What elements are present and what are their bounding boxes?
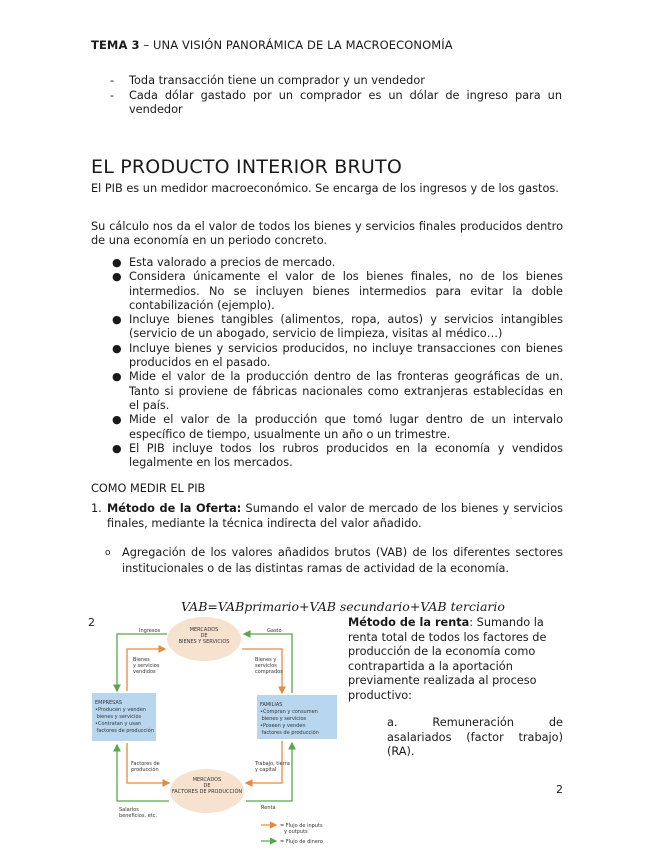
svg-text:MERCADOSDEFACTORES DE PRODUCCI: MERCADOS DE FACTORES DE PRODUCCIÓN: [171, 777, 243, 795]
como-medir-heading: COMO MEDIR EL PIB: [91, 482, 206, 495]
gasto-label: Gasto: [267, 628, 282, 634]
list-item: ● Considera únicamente el valor de los bienes finales, no de los bienes intermedios. No se incluyen bienes intermedios para evitar la doble contabilización (ejemplo).: [112, 270, 563, 312]
empresas-label: EMPRESAS: [95, 700, 122, 706]
paragraph-pib: El PIB es un medidor macroeconómico. Se encarga de los ingresos y de los gastos.: [91, 182, 559, 195]
left-number: 2: [88, 616, 95, 629]
circular-flow-diagram: [89, 615, 339, 847]
list-item: ● Mide el valor de la producción que tomó lugar dentro de un intervalo específico de tiempo, usualmente un año o un trimestre.: [112, 413, 563, 441]
renta-label: Renta: [261, 805, 276, 811]
ingresos-label: Ingresos: [139, 628, 161, 634]
list-item: - Toda transacción tiene un comprador y un vendedor: [110, 74, 425, 87]
familias-label: FAMILIAS: [260, 702, 283, 708]
legend-dinero: = Flujo de dinero: [280, 839, 323, 845]
list-item: ● Incluye bienes tangibles (alimentos, ropa, autos) y servicios intangibles (servicio de un abogado, servicio de limpieza, visitas al médico…): [112, 313, 563, 341]
method-renta: Método de la renta: Sumando la renta total de todos los factores de producción de la economía como contrapartida a la aportación previamente realizada al proceso productivo:: [348, 616, 547, 702]
method-renta-title: Método de la renta: [348, 616, 470, 629]
pib-bullets: [110, 256, 563, 470]
sub-vab: o Agregación de los valores añadidos brutos (VAB) de los diferentes sectores institucionales o de las distintas ramas de actividad de la economía.: [105, 546, 563, 575]
svg-text:= Flujo de inputsy outputs: = Flujo de inputs y outputs: [280, 823, 323, 835]
svg-text:Bienesy serviciosvendidos: Bienes y servicios vendidos: [133, 657, 160, 675]
salarios-label: Salarios: [119, 807, 139, 813]
svg-text:EMPRESAS•Producen y venden bie: EMPRESAS •Producen y venden bienes y servicios •Contratan y usan factores de producción: [95, 700, 154, 734]
legend-inputs: = Flujo de inputs: [280, 823, 323, 829]
paragraph-calculo: Su cálculo nos da el valor de todos los bienes y servicios finales producidos dentro de una economía en un periodo concreto.: [91, 220, 563, 247]
list-item: ● Incluye bienes y servicios producidos, no incluye transacciones con bienes producidos en el pasado.: [112, 341, 563, 370]
svg-text:Trabajo, tierray capital: Trabajo, tierra y capital: [255, 761, 290, 773]
bienes-vendidos-label: Bienes: [133, 657, 150, 663]
page-number: 2: [556, 783, 563, 796]
list-item: - Cada dólar gastado por un comprador es un dólar de ingreso para un vendedor: [110, 88, 562, 116]
intro-list: [110, 74, 562, 118]
bottom-market-label: MERCADOS: [192, 777, 222, 783]
bienes-comprados-label: Bienes y: [255, 657, 277, 663]
remuneracion-item: a. Remuneración de asalariados (factor trabajo) (RA).: [387, 716, 563, 758]
svg-text:Salariosbeneficios, etc.: Salarios beneficios, etc.: [119, 807, 158, 819]
trabajo-label: Trabajo, tierra: [255, 761, 290, 767]
section-title: EL PRODUCTO INTERIOR BRUTO: [91, 156, 402, 178]
factores-label: Factores de: [131, 761, 160, 767]
page-header: [91, 38, 453, 52]
method-oferta-title: Método de la Oferta:: [107, 502, 242, 515]
method-oferta: 1. Método de la Oferta: Sumando el valor de mercado de los bienes y servicios finales, mediante la técnica indirecta del valor añadido.: [91, 502, 563, 530]
vab-formula: VAB=VABprimario+VAB secundario+VAB terciario: [181, 599, 505, 614]
top-market-label: MERCADOS: [189, 627, 219, 633]
header-tema: TEMA 3: [91, 38, 140, 52]
svg-text:MERCADOSDEBIENES Y SERVICIOS: MERCADOS DE BIENES Y SERVICIOS: [178, 627, 230, 645]
svg-text:Bienes yservicioscomprados: Bienes y servicios comprados: [255, 657, 283, 675]
header-subtitle: – UNA VISIÓN PANORÁMICA DE LA MACROECONOMÍA: [139, 38, 453, 52]
svg-text:FAMILIAS•Compran y consumen bi: FAMILIAS •Compran y consumen bienes y servicios •Poseen y venden factores de producción: [260, 702, 319, 736]
svg-text:Factores deproducción: Factores de producción: [131, 761, 160, 773]
list-item: ● Mide el valor de la producción dentro de las fronteras geográficas de un. Tanto si proviene de fábricas nacionales como extranjeras establecidas en el país.: [112, 370, 563, 412]
list-item: ● Esta valorado a precios de mercado.: [112, 256, 336, 269]
list-item: ● El PIB incluye todos los rubros producidos en la economía y vendidos legalmente en los mercados.: [112, 441, 563, 470]
